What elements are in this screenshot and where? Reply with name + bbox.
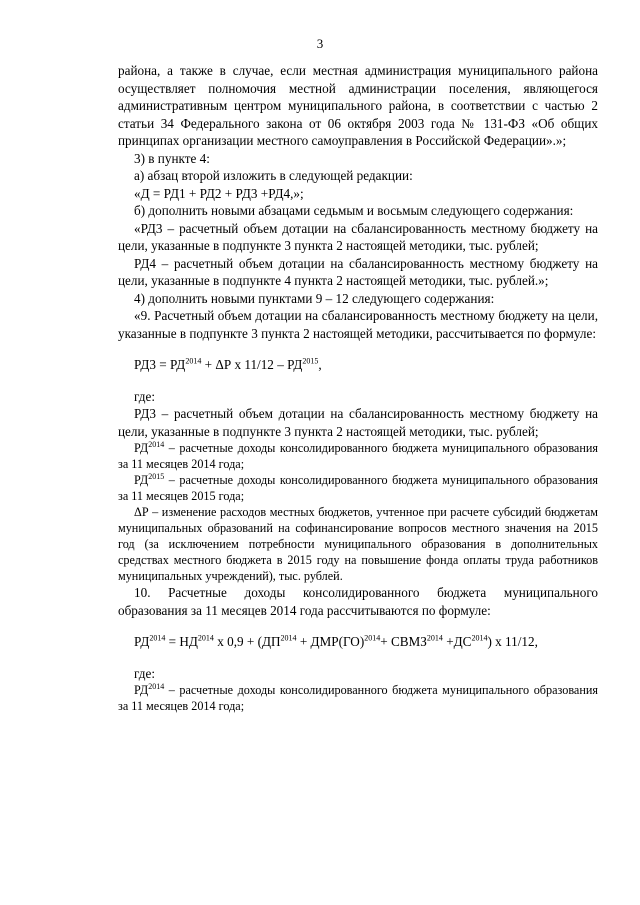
paragraph: б) дополнить новыми абзацами седьмым и восьмым следующего содержания: [134,203,574,218]
paragraph: ΔР – изменение расходов местных бюджетов, учтенное при расчете субсидий бюджетам муниципальных образований на софинансирование вопросов местного значения на 2015 год (за исключением потребности муниципального образования в дополнительных средствах местного бюджета в 2015 году на повышение фонда оплаты труда работников муниципальных учреждений), тыс. рублей. [118,505,598,583]
paragraph: «Д = РД1 + РД2 + РД3 +РД4,»; [134,185,304,201]
paragraph: где: [134,665,155,681]
page-number: 3 [316,36,324,51]
paragraph: $РД^{2014}$ – расчетные доходы консолидированного бюджета муниципального образования за 11 месяцев 2014 года; [118,681,598,713]
paragraph: $РД^{2015}$ – расчетные доходы консолидированного бюджета муниципального образования за 11 месяцев 2015 года; [118,471,598,503]
paragraph: 3) в пункте 4: [134,150,210,166]
paragraph: района, а также в случае, если местная администрация муниципального района осуществляет полномочия местной администрации поселения, являющегося административным центром муниципального района, в соответствии с частью 2 статьи 34 Федерального закона от 06 октября 2003 года № 131-ФЗ «Об общих принципах организации местного самоуправления в Российской Федерации».»; [118,63,598,148]
paragraph: РД4 – расчетный объем дотации на сбалансированность местному бюджету на цели, указанные в подпункте 4 пункта 2 настоящей методики, тыс. рублей.»; [118,255,598,288]
document-body [118,62,598,714]
paragraph: «РД3 – расчетный объем дотации на сбалансированность местному бюджету на цели, указанные в подпункте 3 пункта 2 настоящей методики, тыс. рублей; [118,220,598,253]
paragraph: «9. Расчетный объем дотации на сбалансированность местному бюджету на цели, указанные в подпункте 3 пункта 2 настоящей методики, рассчитывается по формуле: [118,308,598,341]
paragraph: а) абзац второй изложить в следующей редакции: [134,168,413,183]
paragraph: $РД^{2014}$ – расчетные доходы консолидированного бюджета муниципального образования за 11 месяцев 2014 года; [118,439,598,471]
paragraph: 10. Расчетные доходы консолидированного бюджета муниципального образования за 11 месяцев 2014 года рассчитываются по формуле: [118,585,598,618]
formula: $РД^{2014} = НД^{2014}$ х $0,9 + (ДП^{2014} + ДМР(ГО)^{2014}+$ $СВМЗ^{2014} +ДС^{2014}$) х 11/12, [134,633,538,649]
formula: $РД3 = РД^{2014} + \Delta Р$ х $11/12 - РД^{2015}$, [134,356,322,372]
paragraph: РД3 – расчетный объем дотации на сбалансированность местному бюджету на цели, указанные в подпункте 3 пункта 2 настоящей методики, тыс. рублей; [118,406,598,439]
paragraph: 4) дополнить новыми пунктами 9 – 12 следующего содержания: [134,290,495,306]
paragraph: где: [134,388,155,404]
